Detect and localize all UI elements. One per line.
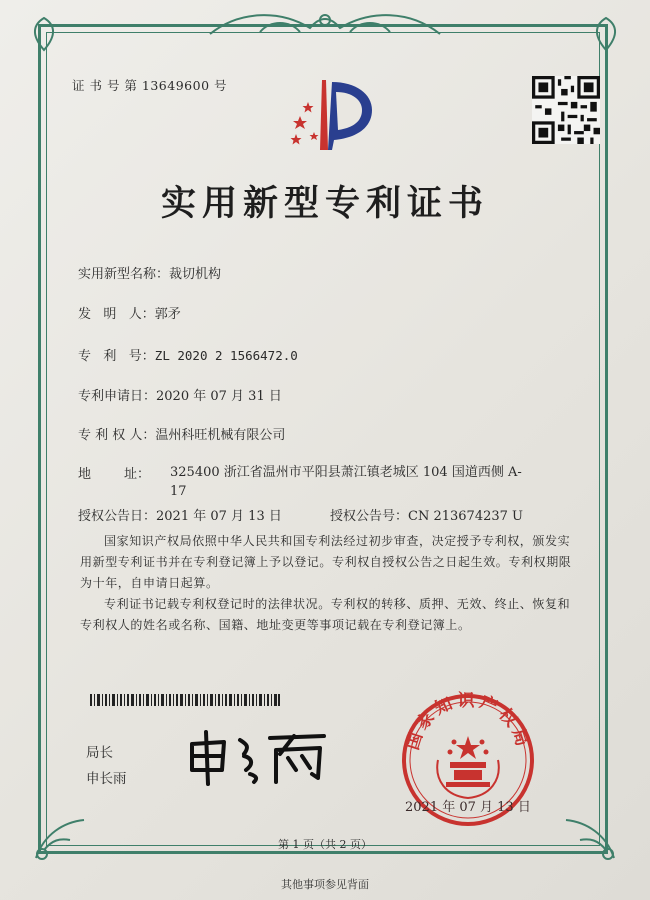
field-patent-no-label: 专 利 号： [78,349,155,364]
director-name: 申长雨 [86,771,127,787]
left-top-ornament [24,14,64,54]
seal-date: 2021 年 07 月 13 日 [405,800,531,815]
right-top-ornament [586,14,626,54]
field-patentee-row [78,424,285,443]
barcode-icon [90,694,280,706]
qr-code-icon [532,76,600,144]
field-name-row [78,263,221,282]
field-grant-no-label: 授权公告号： [330,509,409,524]
field-patentee-label: 专 利 权 人： [78,428,156,443]
field-filing-date-label: 专利申请日： [78,389,157,404]
field-filing-date-value: 2020 年 07 月 31 日 [156,389,282,404]
field-grant-no-value: CN 213674237 U [408,509,523,524]
field-grant-date-value: 2021 年 07 月 13 日 [156,509,282,524]
field-patentee-value: 温州科旺机械有限公司 [155,428,286,443]
director-title: 局长 [86,745,113,761]
top-ornament [200,6,450,42]
field-address-value: 325400 浙江省温州市平阳县萧江镇老城区 104 国道西侧 A-17 [170,465,522,499]
field-address-label: 地 址： [78,467,151,482]
field-patent-no-row [78,345,298,364]
paragraph-legal-status: 专利证书记载专利权登记时的法律状况。专利权的转移、质押、无效、终止、恢复和专利权人的姓名或名称、国籍、地址变更等事项记载在专利登记簿上。 [80,597,571,632]
svg-text:国家知识产权局: 国家知识产权局 [402,691,534,753]
paragraph-grant-statement: 国家知识产权局依照中华人民共和国专利法经过初步审查，决定授予专利权，颁发实用新型专利证书并在专利登记簿上予以登记。专利权自授权公告之日起生效。专利权期限为十年，自申请日起算。 [80,534,572,590]
signature-icon [184,726,334,786]
field-inventor-row [78,303,181,322]
field-address-row [78,463,150,482]
field-grant-date-row [78,505,282,524]
certificate-title: 实用新型专利证书 [160,184,489,224]
field-name-label: 实用新型名称： [78,267,170,282]
page-number: 第 1 页（共 2 页） [278,838,372,851]
field-name-value: 裁切机构 [169,267,222,282]
certificate-number: 证 书 号 第 13649600 号 [72,78,227,93]
field-grant-no-row [330,505,523,524]
cnipa-logo-icon [284,76,384,154]
footer-note: 其他事项参见背面 [281,878,369,891]
field-filing-date-row [78,385,282,404]
field-inventor-value: 郭矛 [154,307,181,322]
field-patent-no-value: ZL 2020 2 1566472.0 [154,348,298,363]
field-inventor-label: 发 明 人： [78,307,155,322]
field-grant-date-label: 授权公告日： [78,509,157,524]
